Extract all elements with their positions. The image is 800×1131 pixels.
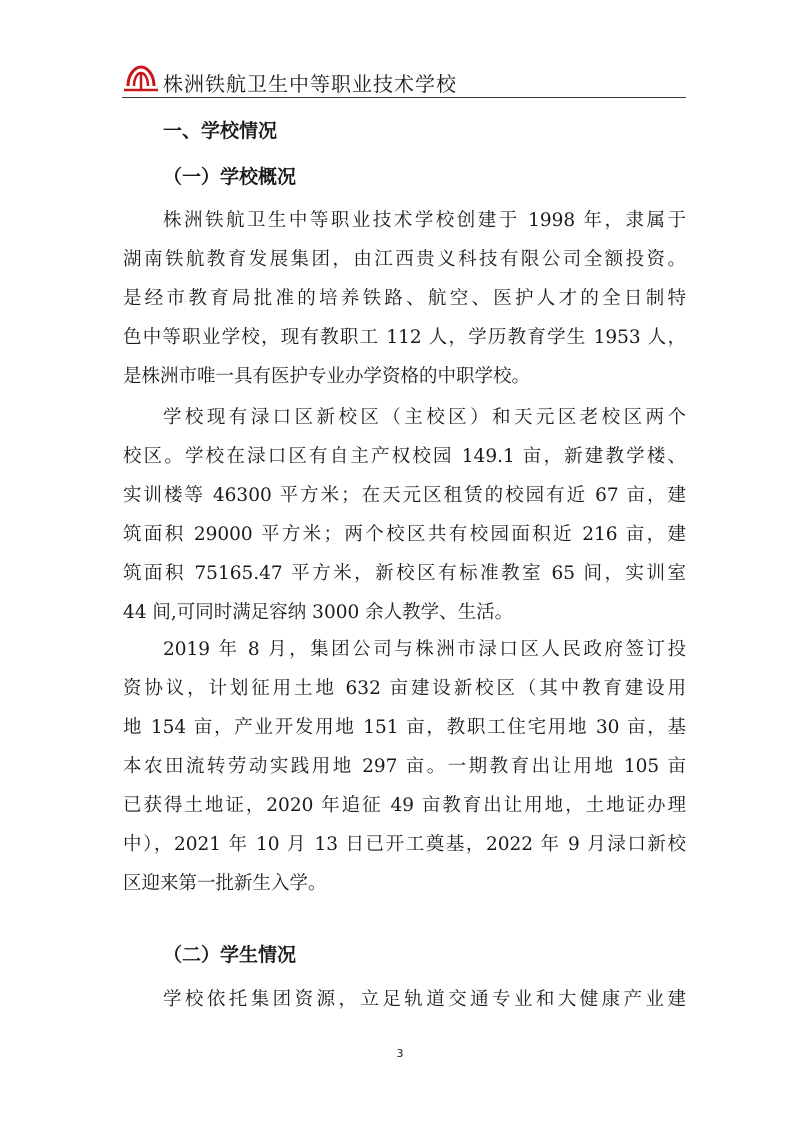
paragraph-new-campus [123, 630, 686, 903]
paragraph-line: 地 154 亩，产业开发用地 151 亩，教职工住宅用地 30 亩，基 [123, 717, 686, 738]
section-title: 一、学校情况 [163, 120, 278, 142]
school-logo-icon [122, 64, 160, 94]
paragraph-campuses [123, 398, 686, 632]
header-divider [122, 97, 686, 98]
paragraph-line: 2019 年 8 月，集团公司与株洲市渌口区人民政府签订投 [163, 639, 686, 660]
header-school-name: 株洲铁航卫生中等职业技术学校 [163, 72, 457, 96]
paragraph-line: 学校现有渌口区新校区（主校区）和天元区老校区两个 [163, 407, 686, 428]
paragraph-line: 学校依托集团资源，立足轨道交通专业和大健康产业建 [163, 989, 686, 1010]
paragraph-line: 是经市教育局批准的培养铁路、航空、医护人才的全日制特 [123, 288, 686, 309]
paragraph-line: 资协议，计划征用土地 632 亩建设新校区（其中教育建设用 [123, 678, 686, 699]
paragraph-students [123, 980, 686, 1019]
page-number: 3 [396, 1047, 404, 1060]
subsection-title-students: （二）学生情况 [163, 944, 297, 966]
paragraph-line: 区迎来第一批新生入学。 [123, 873, 327, 894]
page-header [122, 62, 686, 98]
paragraph-school-overview [123, 201, 686, 396]
paragraph-line: 色中等职业学校，现有教职工 112 人，学历教育学生 1953 人， [123, 327, 686, 348]
paragraph-line: 中），2021 年 10 月 13 日已开工奠基，2022 年 9 月渌口新校 [123, 834, 686, 855]
paragraph-line: 本农田流转劳动实践用地 297 亩。一期教育出让用地 105 亩 [123, 756, 686, 777]
paragraph-line: 是株洲市唯一具有医护专业办学资格的中职学校。 [123, 366, 531, 387]
paragraph-line: 已获得土地证，2020 年追征 49 亩教育出让用地，土地证办理 [123, 795, 686, 816]
paragraph-line: 筑面积 29000 平方米；两个校区共有校园面积近 216 亩，建 [123, 524, 686, 545]
paragraph-line: 44 间,可同时满足容纳 3000 余人教学、生活。 [123, 602, 514, 623]
paragraph-line: 湖南铁航教育发展集团，由江西贵义科技有限公司全额投资。 [123, 249, 686, 270]
paragraph-line: 实训楼等 46300 平方米；在天元区租赁的校园有近 67 亩，建 [123, 485, 686, 506]
paragraph-line: 校区。学校在渌口区有自主产权校园 149.1 亩，新建教学楼、 [123, 446, 686, 467]
paragraph-line: 筑面积 75165.47 平方米，新校区有标准教室 65 间，实训室 [123, 563, 686, 584]
subsection-title-overview: （一）学校概况 [163, 166, 297, 188]
paragraph-line: 株洲铁航卫生中等职业技术学校创建于 1998 年，隶属于 [163, 210, 686, 231]
